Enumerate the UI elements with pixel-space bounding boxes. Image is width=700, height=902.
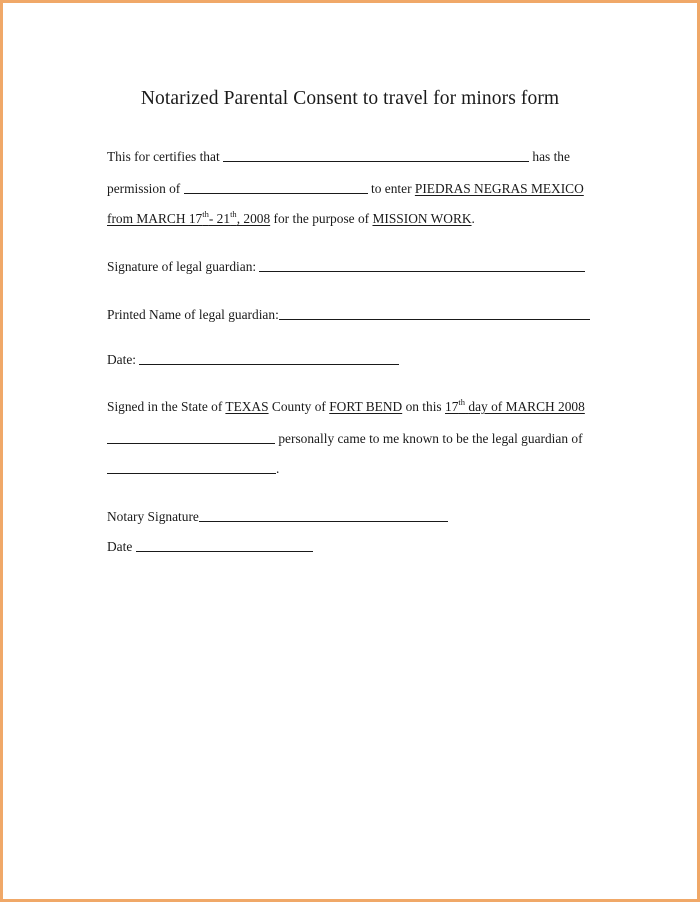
purpose-prefix: for the purpose of (273, 211, 370, 226)
notary-date-text: 17th day of MARCH 2008 (445, 396, 585, 414)
person-appearing-field[interactable] (107, 430, 275, 444)
minor-name-field[interactable] (223, 148, 529, 162)
minor-of-line: . (107, 459, 279, 478)
guardian-printed-name-label: Printed Name of legal guardian: (107, 307, 279, 322)
notary-date-field[interactable] (136, 538, 313, 552)
permission-line (107, 179, 584, 198)
permission-prefix: permission of (107, 181, 181, 196)
personally-came-line: personally came to me known to be the legal guardian of (107, 429, 583, 448)
certifies-prefix: This for certifies that (107, 149, 220, 164)
notary-date-label: Date (107, 539, 133, 554)
notary-statement-line: Signed in the State of TEXAS County of FORT BEND on this 17th day of MARCH 2008 (107, 396, 585, 414)
notary-signature-label: Notary Signature (107, 509, 199, 524)
date-line (107, 350, 399, 369)
dates-line: from MARCH 17th- 21th, 2008 for the purpose of MISSION WORK. (107, 208, 475, 226)
certifies-suffix: has the (532, 149, 570, 164)
guardian-of-field[interactable] (107, 460, 276, 474)
guardian-printed-name-field[interactable] (279, 306, 590, 320)
guardian-signature-field[interactable] (259, 258, 585, 272)
guardian-signature-line (107, 257, 585, 276)
notary-signature-field[interactable] (199, 508, 448, 522)
permission-of-field[interactable] (184, 180, 368, 194)
purpose-text: MISSION WORK (372, 211, 472, 226)
date-field[interactable] (139, 351, 399, 365)
county-text: FORT BEND (329, 399, 403, 414)
state-text: TEXAS (225, 399, 269, 414)
guardian-printed-name-line (107, 305, 590, 324)
destination-text: PIEDRAS NEGRAS MEXICO (414, 181, 584, 196)
date-label: Date: (107, 352, 136, 367)
certifies-line (107, 147, 570, 166)
form-title: Notarized Parental Consent to travel for minors form (140, 88, 560, 109)
permission-middle: to enter (371, 181, 412, 196)
travel-dates: from MARCH 17th- 21th, 2008 (107, 208, 271, 226)
notary-signature-line (107, 507, 448, 526)
notary-date-line (107, 537, 313, 556)
guardian-signature-label: Signature of legal guardian: (107, 259, 257, 274)
